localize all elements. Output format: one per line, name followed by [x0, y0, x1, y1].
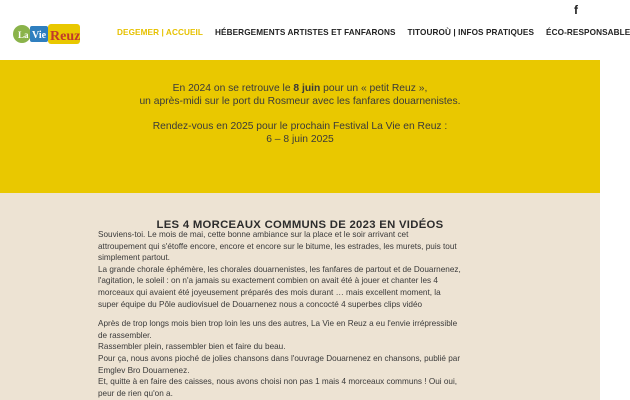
nav-item-hebergements[interactable]: HÉBERGEMENTS ARTISTES ET FANFARONS [215, 28, 396, 37]
text-line: Et, quitte à en faire des caisses, nous avons choisi non pas 1 mais 4 morceaux communs ! Oui oui, [98, 377, 458, 387]
nav-item-eco-responsable[interactable]: ÉCO-RESPONSABLE [546, 28, 630, 37]
svg-text:Vie: Vie [32, 30, 47, 41]
banner-line-1: En 2024 on se retrouve le 8 juin pour un « petit Reuz », [172, 83, 428, 94]
la-vie-en-reuz-logo[interactable] [12, 22, 82, 48]
text-line: morceaux qui avaient été joyeusement préparés des mois durant … mais excellent moment, la [98, 287, 441, 297]
nav-item-accueil[interactable]: DEGEMER | ACCUEIL [117, 28, 204, 37]
banner-line-3: Rendez-vous en 2025 pour le prochain Festival La Vie en Reuz : [152, 121, 448, 132]
site-header [0, 0, 630, 60]
text-line: Pour ça, nous avons pioché de jolies chansons dans l'ouvrage Douarnenez en chansons, publié par [98, 353, 461, 363]
banner-line-2: un après-midi sur le port du Rosmeur avec les fanfares douarnenistes. [139, 95, 461, 107]
svg-text:La: La [18, 30, 29, 40]
text-line: Après de trop longs mois bien trop loin les uns des autres, La Vie en Reuz a eu l'envie irrépressible [98, 319, 458, 329]
banner-line-4: 6 – 8 juin 2025 [266, 133, 334, 145]
text-line: Souviens-toi. Le mois de mai, cette bonne ambiance sur la place et le soir arrivant cet [98, 230, 409, 239]
text-line: l'agitation, le soleil : on n'a jamais su exactement combien on avait été à jouer et chanter les 4 [98, 276, 438, 286]
paragraph-1 [98, 229, 508, 310]
banner-2024-text [0, 83, 600, 108]
facebook-icon[interactable]: f [574, 3, 578, 17]
paragraph-2 [98, 318, 508, 399]
videos-section [0, 193, 600, 400]
nav-item-infos-pratiques[interactable]: TITOUROÙ | INFOS PRATIQUES [407, 28, 535, 37]
text-line: simplement partout. [98, 253, 170, 263]
main-nav [117, 28, 630, 37]
text-line: de rassembler. [98, 330, 152, 340]
text-line: super équipe du Pôle audiovisuel de Douarnenez nous a concocté 4 superbes clips vidéo [98, 299, 423, 309]
text-line: peur de rien qu'on a. [98, 388, 173, 398]
announcement-banner [0, 60, 600, 193]
svg-text:Reuz: Reuz [50, 29, 81, 44]
section-title: LES 4 MORCEAUX COMMUNS DE 2023 EN VIDÉOS [156, 219, 444, 232]
text-line: Rassembler plein, rassembler bien et faire du beau. [98, 342, 286, 352]
text-line: Emglev Bro Douarnenez. [98, 365, 190, 375]
text-line: La grande chorale éphémère, les chorales douarnenistes, les fanfares de partout et de Douarnenez, [98, 264, 461, 274]
section-text [98, 229, 508, 399]
banner-2025-text [0, 121, 600, 146]
text-line: attroupement qui s'étoffe encore, encore et encore sur le bitume, les estrades, les murets, puis tout [98, 241, 457, 251]
